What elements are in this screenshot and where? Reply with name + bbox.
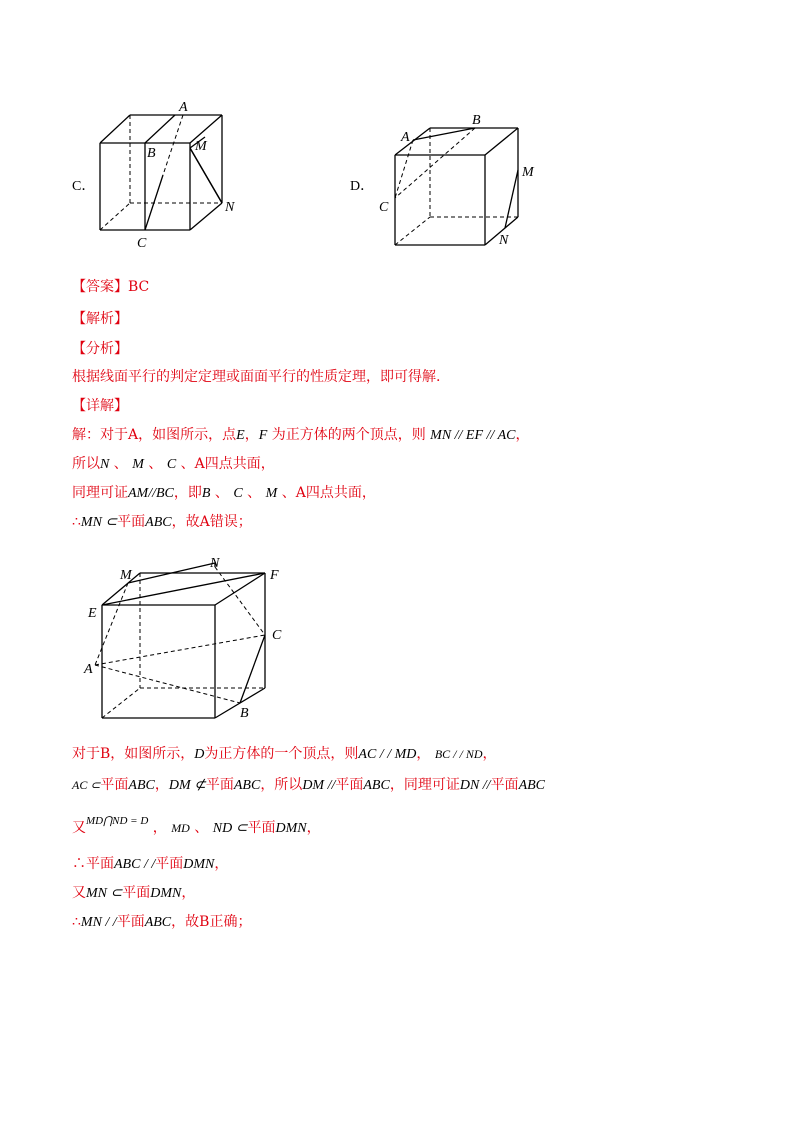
math-ac-md: AC / / MD xyxy=(358,747,417,762)
vertex-label-m: M xyxy=(522,165,534,180)
option-c-cube-figure xyxy=(95,95,255,255)
text-run: 平面 xyxy=(335,777,364,793)
text-run: 为正方体的一个顶点，则 xyxy=(204,746,359,762)
text-run: 平面 xyxy=(155,856,184,872)
vertex-label-a: A xyxy=(401,130,410,145)
math-dm-parallel: DM // xyxy=(302,778,336,793)
vertex-label-c: C xyxy=(272,628,282,643)
text-run: 平面 xyxy=(247,820,276,836)
text-run: 同理可证 xyxy=(72,485,128,501)
math-n: N xyxy=(100,457,110,472)
math-nd-subset: ND ⊂ xyxy=(212,821,248,836)
heading-jiexi: 【解析】 xyxy=(72,311,128,327)
text-run: 为正方体的两个顶点，则 xyxy=(271,427,426,443)
part-a-line-1 xyxy=(72,426,529,445)
part-b-line-5 xyxy=(72,884,195,903)
vertex-label-b: B xyxy=(147,146,156,161)
math-abc: ABC xyxy=(363,778,390,793)
text-run: ， xyxy=(306,820,321,836)
text-run: 又 xyxy=(72,885,86,901)
vertex-label-b: B xyxy=(240,706,249,721)
math-e: E xyxy=(236,428,245,443)
math-m: M xyxy=(265,486,278,501)
math-md-cap-nd: MD⋂ND = D xyxy=(86,815,149,827)
text-run: 、 xyxy=(113,456,128,472)
math-f: F xyxy=(258,428,268,443)
math-am-bc: AM//BC xyxy=(128,486,174,501)
text-run: ， xyxy=(482,746,497,762)
math-abc: ABC xyxy=(145,515,172,530)
text-run: 又 xyxy=(72,820,86,836)
math-abc: ABC xyxy=(518,778,546,793)
part-a-cube-figure xyxy=(80,555,300,730)
math-parallel: MN // EF // AC xyxy=(430,428,516,443)
answer-bracket: 【答案】 xyxy=(72,279,128,295)
text-run: ， xyxy=(515,427,530,443)
answer-line xyxy=(72,278,149,296)
text-run: ∴ xyxy=(72,914,81,930)
vertex-label-b: B xyxy=(472,113,481,128)
vertex-label-c: C xyxy=(379,200,389,215)
math-dmn: DMN xyxy=(275,821,307,836)
vertex-label-m: M xyxy=(120,568,132,583)
text-run: 平面 xyxy=(116,914,145,930)
vertex-label-m: M xyxy=(195,139,207,154)
heading-xiangjie: 【详解】 xyxy=(72,398,128,414)
text-run: 、 xyxy=(214,485,229,501)
vertex-label-a: A xyxy=(179,100,188,115)
text-run: ，故A错误； xyxy=(171,514,252,530)
math-mn-subset: MN ⊂ xyxy=(80,515,118,530)
math-md: MD xyxy=(171,821,190,835)
part-b-line-6 xyxy=(72,913,251,932)
math-abc: ABC xyxy=(233,778,261,793)
text-run: 、 xyxy=(194,820,209,836)
part-b-line-3 xyxy=(72,812,321,838)
text-run: 平面 xyxy=(205,777,234,793)
text-run: ，所以 xyxy=(260,777,303,793)
text-run: ，故B正确； xyxy=(171,914,252,930)
text-run: ， xyxy=(154,777,169,793)
math-abc: ABC xyxy=(144,915,172,930)
analysis-text: 根据线面平行的判定定理或面面平行的性质定理，即可得解. xyxy=(72,369,441,385)
text-run: 平面 xyxy=(490,777,519,793)
math-abc: ABC xyxy=(128,778,155,793)
math-m: M xyxy=(132,457,144,472)
text-run: ， xyxy=(244,427,259,443)
part-b-line-2 xyxy=(72,776,545,795)
math-dmn: DMN xyxy=(150,886,182,901)
text-run: 平面 xyxy=(117,514,146,530)
math-abc-parallel: ABC / / xyxy=(114,857,156,872)
heading-fenxi: 【分析】 xyxy=(72,341,128,357)
option-d-cube-figure xyxy=(375,110,550,255)
math-d: D xyxy=(194,747,205,762)
text-run: 、 xyxy=(247,485,262,501)
text-run: 平面 xyxy=(86,856,114,872)
part-b-line-1 xyxy=(72,745,497,764)
vertex-label-n: N xyxy=(499,233,509,248)
math-mn-subset: MN ⊂ xyxy=(86,886,123,901)
part-a-line-3 xyxy=(72,484,376,503)
math-dm-notsubset: DM ⊄ xyxy=(168,778,206,793)
part-a-line-2 xyxy=(72,455,275,474)
text-run: 、 xyxy=(148,456,163,472)
text-run: 、A四点共面， xyxy=(281,485,376,501)
math-c: C xyxy=(166,457,177,472)
text-run: 平面 xyxy=(122,885,151,901)
part-b-line-4 xyxy=(72,855,228,874)
option-c-label: C． xyxy=(72,179,96,194)
math-dmn: DMN xyxy=(183,857,215,872)
math-mn-parallel: MN / / xyxy=(80,915,117,930)
text-run: ， xyxy=(181,885,196,901)
answer-value: BC xyxy=(128,279,150,295)
math-ac-subset: AC ⊂ xyxy=(72,778,101,792)
math-b: B xyxy=(201,486,211,501)
text-run: 解：对于A，如图所示，点 xyxy=(72,427,237,443)
vertex-label-f: F xyxy=(270,568,279,583)
text-run: ， xyxy=(214,856,229,872)
text-run: 对于B，如图所示， xyxy=(72,746,195,762)
text-run: ，即 xyxy=(173,485,202,501)
option-d-label: D． xyxy=(350,179,375,194)
text-run: ∴ xyxy=(72,856,86,872)
text-run: ， xyxy=(416,746,431,762)
text-run: ∴ xyxy=(72,514,81,530)
text-run: 、A四点共面， xyxy=(180,456,275,472)
text-run: ， xyxy=(152,820,167,836)
math-bc-nd: BC / / ND xyxy=(434,747,483,761)
text-run: 所以 xyxy=(72,456,100,472)
vertex-label-e: E xyxy=(88,606,97,621)
vertex-label-n: N xyxy=(210,556,220,571)
part-a-line-4 xyxy=(72,513,252,532)
text-run: 平面 xyxy=(100,777,129,793)
math-dn-parallel: DN // xyxy=(459,778,491,793)
vertex-label-a: A xyxy=(84,662,93,677)
vertex-label-c: C xyxy=(137,236,147,251)
math-c: C xyxy=(233,486,243,501)
text-run: ，同理可证 xyxy=(389,777,460,793)
vertex-label-n: N xyxy=(225,200,235,215)
